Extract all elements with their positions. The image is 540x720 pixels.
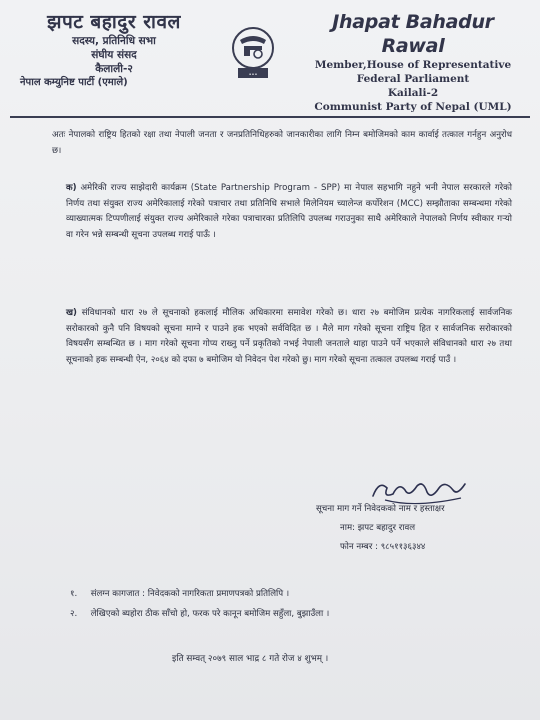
enclosure-item: २. लेखिएको ब्यहोरा ठीक साँचो हो, फरक परे कानून बमोजिम सहुँला, बुझाउँला । [70, 609, 330, 619]
sender-title-nepali: सदस्य, प्रतिनिधि सभा [72, 35, 156, 47]
signature-phone: फोन नम्बर : ९८५११३६३४४ [340, 542, 426, 552]
signature-caption: सूचना माग गर्ने निवेदकको नाम र हस्ताक्षर [316, 504, 445, 514]
sender-title-english: Member,House of Representative [314, 59, 512, 71]
sender-constituency-english: Kailali-2 [387, 87, 439, 99]
paragraph-marker: ख) [66, 308, 77, 318]
intro-paragraph: अतः नेपालको राष्ट्रिय हितको रक्षा तथा नेपाली जनता र जनप्रतिनिधिहरुको जानकारीका लागि निम्न बमोजिमको काम कार्वाई तत्काल गर्नहुन अनुरोध छ। [52, 130, 512, 156]
paragraph-text: अमेरिकी राज्य साझेदारी कार्यक्रम (State Partnership Program - SPP) मा नेपाल सहभागि नहुने भनी नेपाल सरकारले गरेको निर्णय तथा संयुक्त राज्य अमेरिकालाई गरेको पत्राचार तथा प्रतिनिधि सभाले मिलेनियम च्यालेन्ज कर्पोरेशन (MCC) सम्झौताका सम्बन्धमा गरेको व्याख्यात्मक टिप्पणीलाई संयुक्त राज्य अमेरिकाले गरेका पत्राचारका प्रतिलिपि उपलब्ध गराउनुका साथै अमेरिकाले नेपालको निर्णय स्वीकार गऱ्यो वा गरेन भन्ने सम्बन्धी सूचना उपलब्ध गराई पाऊँ । [66, 183, 512, 240]
svg-text:•••: ••• [248, 72, 258, 78]
signature-block [316, 500, 445, 557]
letterhead-english [298, 10, 528, 114]
enclosure-item: १. संलग्न कागजात : निवेदकको नागरिकता प्रमाणपत्रको प्रतिलिपि । [70, 589, 290, 599]
date-line: इति सम्वत् २०७९ साल भाद्र ८ गते रोज ४ शुभम् । [172, 654, 329, 664]
sender-parliament-english: Federal Parliament [356, 73, 470, 85]
paragraph-marker: क) [66, 183, 77, 193]
signature-name: नाम: झपट बहादुर रावल [340, 523, 416, 533]
sender-name-english: Jhapat Bahadur Rawal [332, 11, 494, 57]
sender-name-nepali: झपट बहादुर रावल [47, 11, 181, 33]
sender-party-nepali: नेपाल कम्युनिष्ट पार्टी (एमाले) [20, 77, 128, 88]
sender-party-english: Communist Party of Nepal (UML) [314, 101, 512, 113]
letterhead-nepali [14, 10, 214, 90]
sender-constituency-nepali: कैलाली-२ [95, 63, 133, 75]
letterhead-divider [10, 116, 530, 118]
paragraph-kha [66, 306, 512, 368]
party-emblem-icon [228, 26, 278, 82]
paragraph-text: संविधानको धारा २७ ले सूचनाको हकलाई मौलिक अधिकारमा समावेश गरेको छ। धारा २७ बमोजिम प्रत्येक नागरिकलाई सार्वजनिक सरोकारको कुनै पनि विषयको सूचना माग्ने र पाउने हक भएको सर्वविदित छ । मैले माग गरेको सूचना राष्ट्रिय हित र सार्वजनिक सरोकारको विषयसँग सम्बन्धित छ । माग गरेको सूचना गोप्य राख्नु पर्ने प्रकृतिको नभई नेपाली जनताले थाहा पाउने पर्ने भएकाले संविधानको धारा २७ तथा सूचनाको हक सम्बन्धी ऐन, २०६४ को दफा ७ बमोजिम यो निवेदन पेश गरेको छु। माग गरेको सूचना तत्काल उपलब्ध गराई पाउँ । [66, 308, 513, 365]
paragraph-ka [66, 181, 512, 243]
sender-parliament-nepali: संघीय संसद [91, 49, 137, 61]
